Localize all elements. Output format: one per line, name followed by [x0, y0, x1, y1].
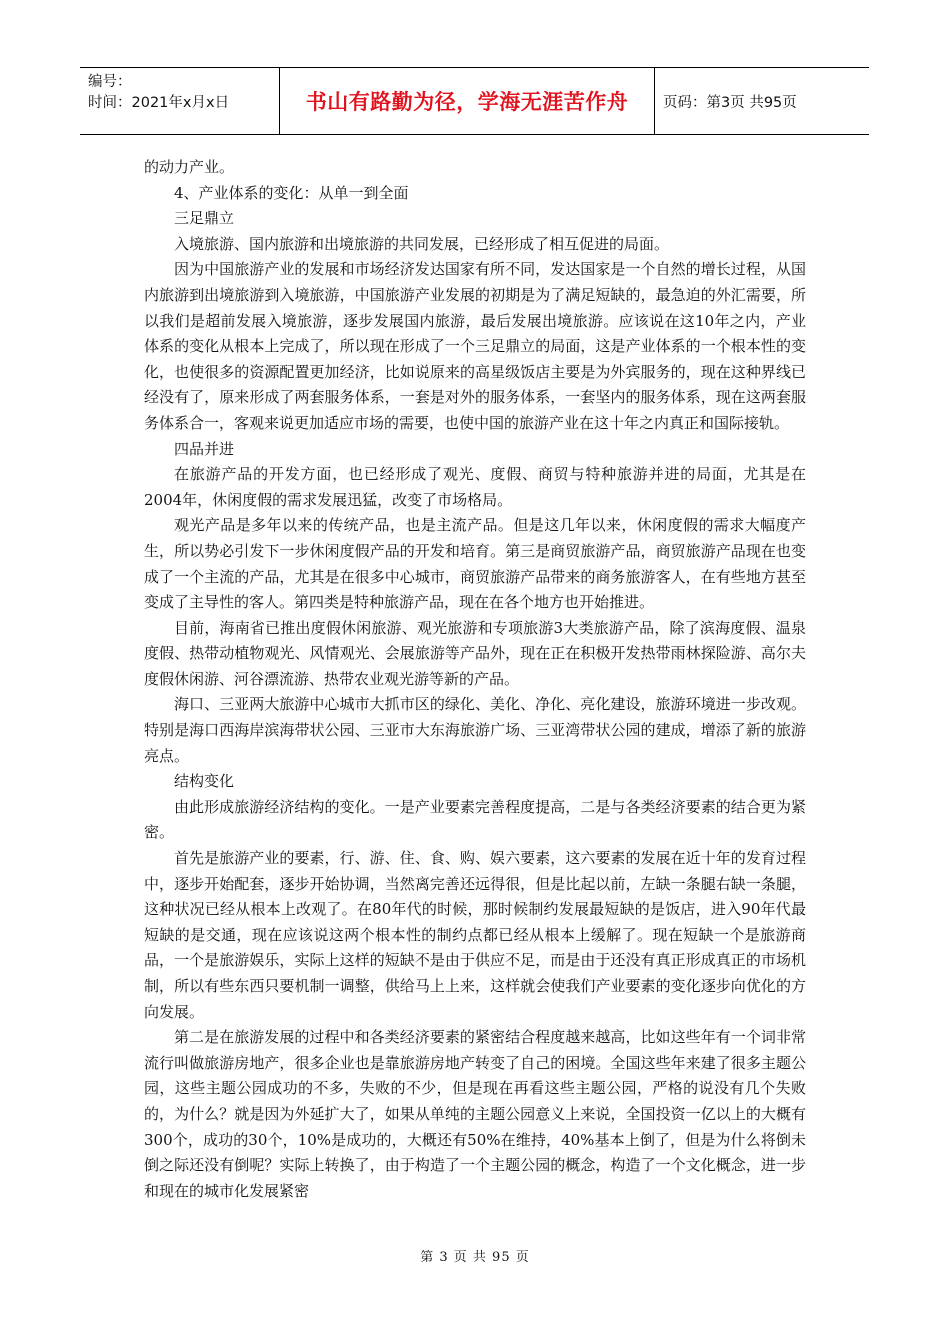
body-paragraph: 三足鼎立 — [174, 209, 235, 228]
motto-text: 书山有路勤为径，学海无涯苦作舟 — [305, 90, 629, 114]
body-paragraph: 第二是在旅游发展的过程中和各类经济要素的紧密结合程度越来越高，比如这些年有一个词非常流行叫做旅游房地产，很多企业也是靠旅游房地产转变了自己的困境。全国这些年来建了很多主题公园，这些主题公园成功的不多，失败的不少，但是现在再看这些主题公园，严格的说没有几个失败的，为什么？就是因为外延扩大了，如果从单纯的主题公园意义上来说，全国投资一亿以上的大概有300个，成功的30个，10%是成功的，大概还有50%在维持，40%基本上倒了，但是为什么将倒未倒之际还没有倒呢？实际上转换了，由于构造了一个主题公园的概念，构造了一个文化概念，进一步和现在的城市化发展紧密 — [144, 1028, 806, 1200]
body-paragraph: 因为中国旅游产业的发展和市场经济发达国家有所不同，发达国家是一个自然的增长过程，从国内旅游到出境旅游到入境旅游，中国旅游产业发展的初期是为了满足短缺的，最急迫的外汇需要，所以我们是超前发展入境旅游，逐步发展国内旅游，最后发展出境旅游。应该说在这10年之内，产业体系的变化从根本上完成了，所以现在形成了一个三足鼎立的局面，这是产业体系的一个根本性的变化，也使很多的资源配置更加经济，比如说原来的高星级饭店主要是为外宾服务的，现在这种界线已经没有了，原来形成了两套服务体系，一套是对外的服务体系，一套坚内的服务体系，现在这两套服务体系合一，客观来说更加适应市场的需要，也使中国的旅游产业在这十年之内真正和国际接轨。 — [144, 260, 806, 432]
body-paragraph: 由此形成旅游经济结构的变化。一是产业要素完善程度提高，二是与各类经济要素的结合更为紧密。 — [144, 797, 806, 842]
document-body — [144, 155, 806, 1204]
page-header — [80, 67, 869, 135]
footer-page-number: 第 3 页 共 95 页 — [420, 1250, 530, 1265]
body-paragraph: 目前，海南省已推出度假休闲旅游、观光旅游和专项旅游3大类旅游产品，除了滨海度假、温泉度假、热带动植物观光、风情观光、会展旅游等产品外，现在正在积极开发热带雨林探险游、高尔夫度假休闲游、河谷漂流游、热带农业观光游等新的产品。 — [144, 618, 806, 688]
page-footer — [0, 1246, 950, 1265]
body-paragraph: 4、产业体系的变化：从单一到全面 — [174, 183, 409, 202]
header-page-info — [655, 68, 869, 134]
body-paragraph: 四品并进 — [174, 439, 235, 458]
body-paragraph: 在旅游产品的开发方面，也已经形成了观光、度假、商贸与特种旅游并进的局面，尤其是在2004年，休闲度假的需求发展迅猛，改变了市场格局。 — [144, 465, 806, 509]
number-label: 编号： — [88, 74, 132, 90]
header-motto-cell — [280, 68, 655, 134]
body-paragraph: 的动力产业。 — [144, 158, 235, 176]
header-meta — [80, 68, 280, 134]
body-paragraph: 观光产品是多年以来的传统产品，也是主流产品。但是这几年以来，休闲度假的需求大幅度产生，所以势必引发下一步休闲度假产品的开发和培育。第三是商贸旅游产品，商贸旅游产品现在也变成了一个主流的产品，尤其是在很多中心城市，商贸旅游产品带来的商务旅游客人，在有些地方甚至变成了主导性的客人。第四类是特种旅游产品，现在在各个地方也开始推进。 — [144, 516, 806, 612]
body-paragraph: 首先是旅游产业的要素，行、游、住、食、购、娱六要素，这六要素的发展在近十年的发育过程中，逐步开始配套，逐步开始协调，当然离完善还远得很，但是比起以前，左缺一条腿右缺一条腿，这种状况已经从根本上改观了。在80年代的时候，那时候制约发展最短缺的是饭店，进入90年代最短缺的是交通，现在应该说这两个根本性的制约点都已经从根本上缓解了。现在短缺一个是旅游商品，一个是旅游娱乐，实际上这样的短缺不是由于供应不足，而是由于还没有真正形成真正的市场机制，所以有些东西只要机制一调整，供给马上上来，这样就会使我们产业要素的变化逐步向优化的方向发展。 — [144, 849, 806, 1021]
body-paragraph: 海口、三亚两大旅游中心城市大抓市区的绿化、美化、净化、亮化建设，旅游环境进一步改观。特别是海口西海岸滨海带状公园、三亚市大东海旅游广场、三亚湾带状公园的建成，增添了新的旅游亮点。 — [144, 695, 806, 765]
time-label: 时间：2021年x月x日 — [88, 95, 230, 111]
page-info-text: 页码：第3页 共95页 — [663, 94, 797, 111]
body-paragraph: 结构变化 — [174, 772, 235, 791]
body-paragraph: 入境旅游、国内旅游和出境旅游的共同发展，已经形成了相互促进的局面。 — [174, 234, 670, 253]
